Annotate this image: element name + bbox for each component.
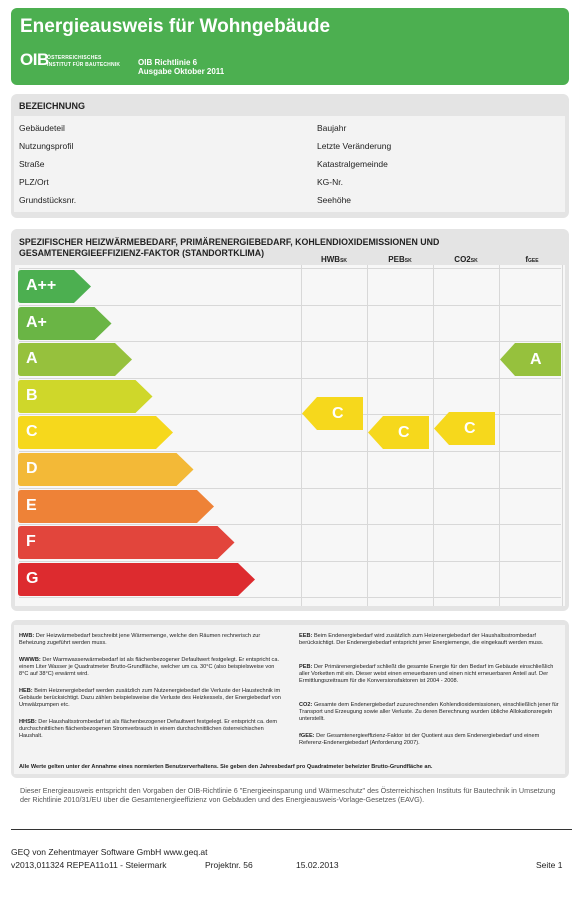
legend-wwwb: WWWB: Der Warmwasserwärmebedarf ist als flächenbezogener Defaultwert festgelegt. Er entspricht ca. einem Liter Wasser je Quadratmeter Brutto-Grundfläche, welcher um ca. 30°C (also beispielsweise von 8°C auf 38°C) erwärmt wird. [19,657,280,677]
energy-class-bar-f [18,526,236,559]
energy-class-bar-aplusplus [18,270,92,303]
legend-footnote: Alle Werte gelten unter der Annahme eines normierten Benutzerverhaltens. Sie geben den Jahresbedarf pro Quadratmeter beheizter Brutto-Grundfläche an. [19,764,433,770]
page-title: Energieausweis für Wohngebäude [20,16,331,37]
rating-marker-hwb [302,397,365,430]
energy-class-label: C [26,423,38,441]
footer-divider [11,829,572,830]
scale-grid-line [19,561,561,562]
energy-class-bar-b [18,380,154,413]
header-banner [11,8,569,85]
footer-projektnr: Projektnr. 56 [205,860,253,870]
footer-date: 15.02.2013 [296,860,339,870]
scale-column-separator [499,265,500,606]
richtlinie-label: OIB Richtlinie 6 [138,58,198,67]
column-header-co2: CO2SK [454,255,478,264]
energy-class-label: G [26,569,39,587]
scale-grid-line [19,341,561,342]
richtlinie-info [138,58,224,76]
energy-class-label: A [26,350,38,368]
field-katastralgemeinde: Katastralgemeinde [317,159,388,169]
scale-grid-line [19,597,561,598]
energy-class-bar-e [18,490,215,523]
column-header-fgee: fGEE [525,255,539,264]
energy-scale-panel [11,229,569,611]
scale-grid-line [19,378,561,379]
energy-class-bar-a [18,343,133,376]
rating-marker-fgee [500,343,563,376]
disclaimer-text: Dieser Energieausweis entspricht den Vorgaben der OIB-Richtlinie 6 "Energieeinsparung und Wärmeschutz" des Österreichischen Instituts für Bautechnik in Umsetzung der Richtlinie 2010/31/EU über die Gesamtenergieeffizienz von Gebäuden und des Energieausweis-Vorlage-Gesetzes (EAVG). [20,786,556,804]
field-baujahr: Baujahr [317,123,347,133]
column-header-hwb: HWBSK [320,255,348,264]
oib-logo: OIB [20,50,49,69]
energy-class-label: E [26,496,37,514]
energy-class-bar-c [18,416,174,449]
legend-hwb: HWB: Der Heizwärmebedarf beschreibt jene Wärmemenge, welche den Räumen rechnerisch zur Beheizung zugeführt werden muss. [19,633,261,646]
rating-marker-peb [368,416,431,449]
energy-class-bar-aplus [18,307,113,340]
scale-column-separator [301,265,302,606]
energy-class-label: B [26,386,38,404]
rating-marker-label: C [332,405,344,423]
legend-heb: HEB: Beim Heizenergiebedarf werden zusätzlich zum Nutzenergiebedarf die Verluste der Haustechnik im Gebäude berücksichtigt. Dazu zählen beispielsweise die Verluste des Heizkessels, der Energiebedarf von Umwälzpumpen etc. [19,688,281,708]
scale-grid-line [19,524,561,525]
field-kg-nr: KG-Nr. [317,177,343,187]
scale-grid-line [19,305,561,306]
bezeichnung-heading: BEZEICHNUNG [19,101,86,111]
field-plz-ort: PLZ/Ort [19,177,49,187]
field-letzte-veraenderung: Letzte Veränderung [317,141,392,151]
legend-fgee: fGEE: Der Gesamtenergieeffizienz-Faktor ist der Quotient aus dem Endenergiebedarf und einem Referenz-Endenergiebedarf (Anforderung 2007). [299,733,540,746]
field-strasse: Straße [19,159,45,169]
rating-marker-label: A [530,351,542,369]
bezeichnung-panel [11,94,569,218]
energy-class-label: F [26,533,36,551]
energy-class-label: A++ [26,277,57,294]
rating-marker-co2 [434,412,497,445]
legend-hhsb: HHSB: Der Haushaltsstrombedarf ist als flächenbezogener Defaultwert festgelegt. Er entspricht ca. dem durchschnittlichen flächenbezogenen Stromverbrauch in einem durchschnittlichen österreichischen Haushalt. [19,719,278,739]
field-nutzungsprofil: Nutzungsprofil [19,141,74,151]
rating-marker-label: C [464,420,476,438]
legend-co2: CO2: Gesamte dem Endenergiebedarf zuzurechnenden Kohlendioxidemissionen, einschließlich jener für Transport und Erzeugung sowie aller Verluste. Zu deren Berechnung wurden übliche Allokationsregeln unterstellt. [299,702,559,722]
field-gebaeudeteil: Gebäudeteil [19,123,65,133]
scale-grid-line [19,268,561,269]
bezeichnung-fields [14,116,565,212]
energy-class-bar-d [18,453,195,486]
scale-grid-line [19,451,561,452]
legend-body [14,625,565,774]
oib-logo-subtitle: ÖSTERREICHISCHES INSTITUT FÜR BAUTECHNIK [47,55,121,68]
footer-company: GEQ von Zehentmayer Software GmbH www.geq.at [11,847,208,857]
field-grundstuecksnr: Grundstücksnr. [19,195,77,205]
scale-grid-line [19,488,561,489]
energy-scale-heading: SPEZIFISCHER HEIZWÄRMEBEDARF, PRIMÄRENERGIEBEDARF, KOHLENDIOXIDEMISSIONEN UND GESAMTENERGIEEFFIZIENZ-FAKTOR (STANDORTKLIMA) [19,237,440,258]
column-header-peb: PEBSK [388,255,412,264]
legend-panel [11,620,569,778]
legend-eeb: EEB: Beim Endenergiebedarf wird zusätzlich zum Heizenergiebedarf der Haushaltsstrombedarf berücksichtigt. Der Endenergiebedarf entspricht jener Energiemenge, die eingekauft werden muss. [299,633,544,646]
legend-peb: PEB: Der Primärenergiebedarf schließt die gesamte Energie für den Bedarf im Gebäude einschließlich aller Vorketten mit ein. Dieser weist einen erneuerbaren und einen nicht erneuerbaren Anteil auf. Der Ermittlungszeitraum für die Konversionsfaktoren ist 2004 - 2008. [299,664,554,684]
energy-class-bar-g [18,563,256,596]
energy-class-label: A+ [26,313,47,331]
ausgabe-label: Ausgabe Oktober 2011 [138,67,225,76]
footer-page: Seite 1 [536,860,563,870]
field-seehoehe: Seehöhe [317,195,352,205]
footer-version: v2013,011324 REPEA11o11 - Steiermark [11,860,167,870]
scale-column-separator [562,265,563,606]
energy-class-label: D [26,460,38,477]
rating-marker-label: C [398,424,410,442]
